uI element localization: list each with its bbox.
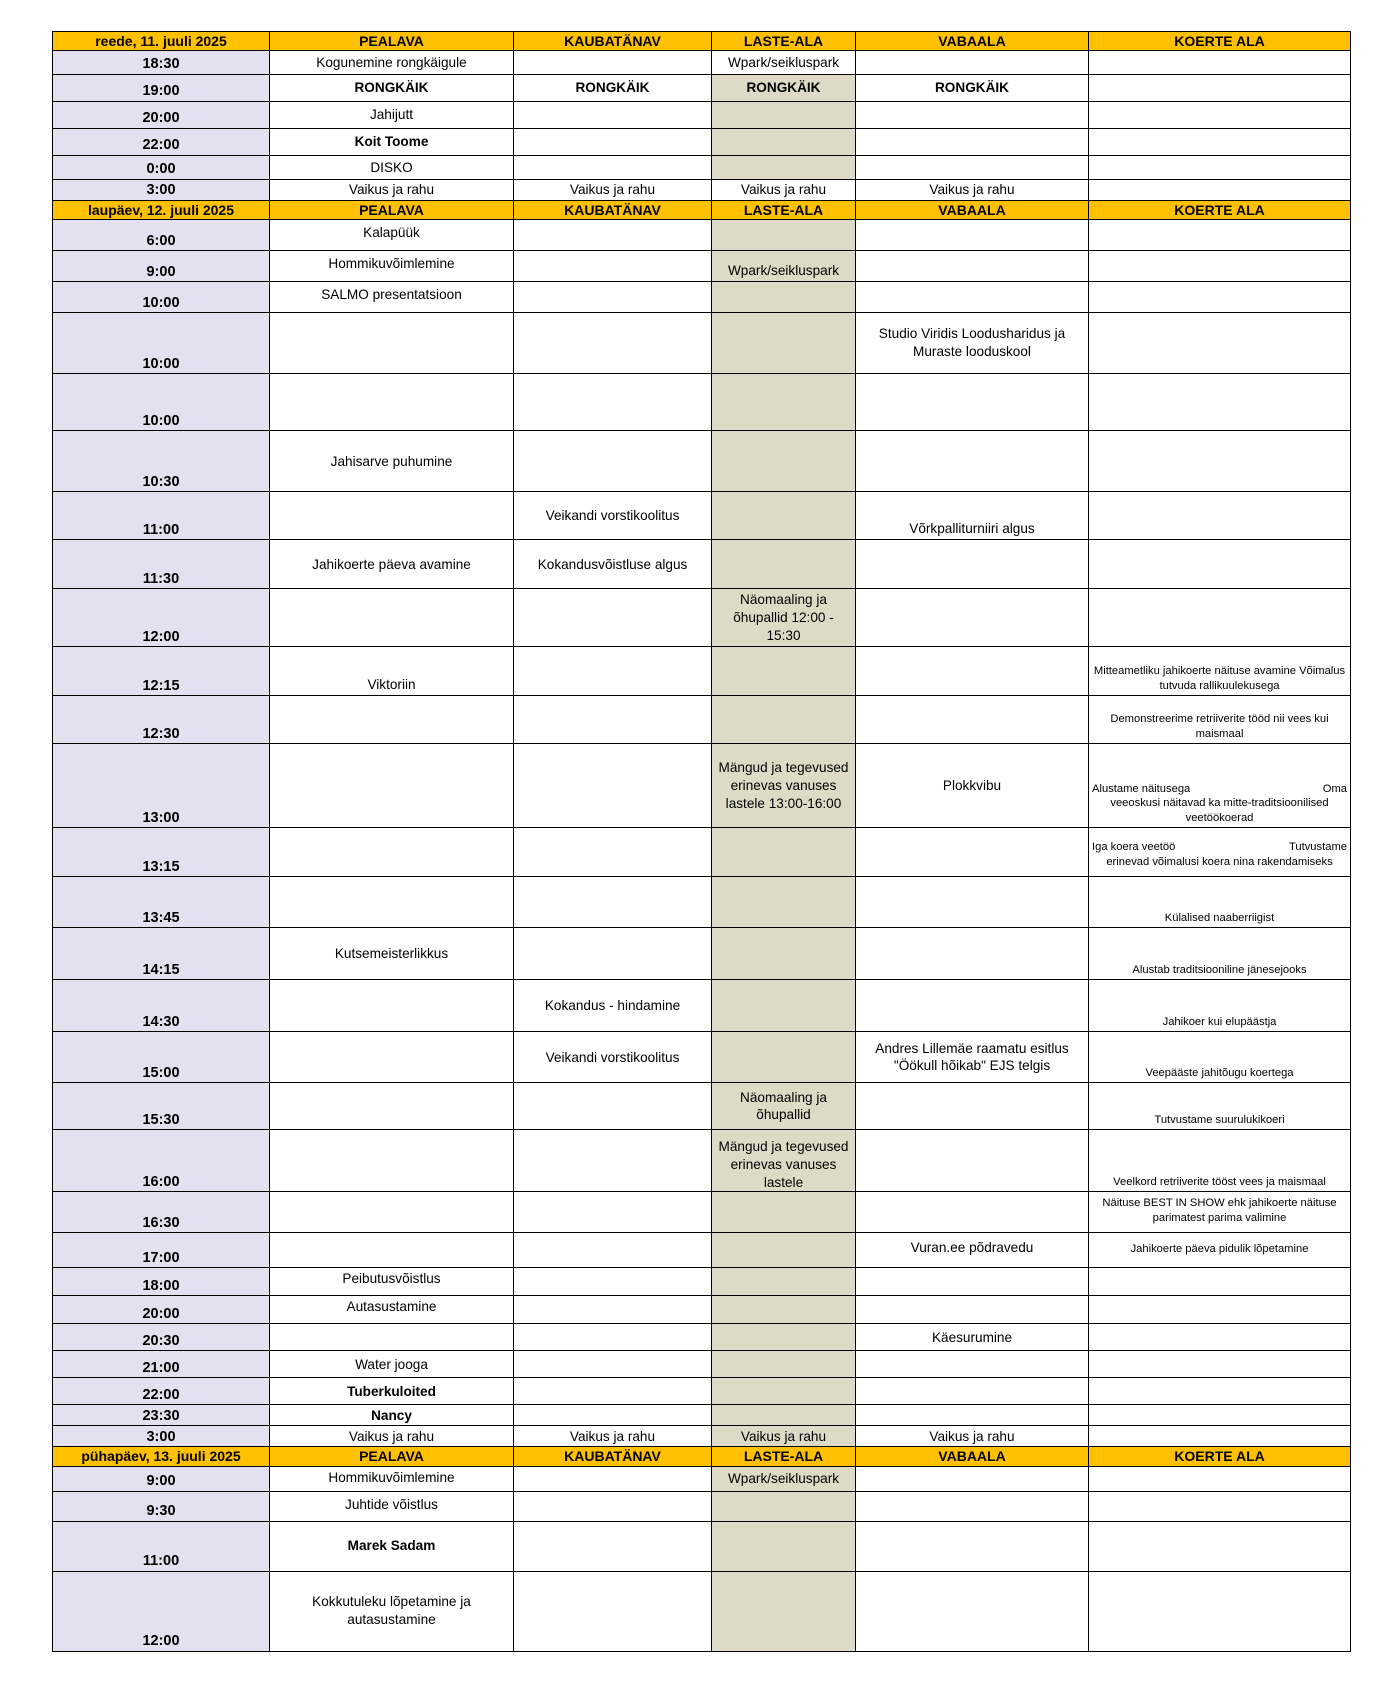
laste-ala-cell	[712, 1491, 856, 1521]
table-row	[53, 1324, 1351, 1351]
pealava-cell: Juhtide võistlus	[270, 1491, 514, 1521]
pealava-cell: Kalapüük	[270, 220, 514, 251]
kaubatanav-cell	[514, 1521, 712, 1571]
kaubatanav-cell	[514, 1571, 712, 1651]
col-header-vabaala: VABAALA	[856, 1447, 1089, 1466]
pealava-cell: Jahisarve puhumine	[270, 431, 514, 492]
table-row	[53, 156, 1351, 180]
table-row	[53, 431, 1351, 492]
vabaala-cell	[856, 696, 1089, 744]
table-row	[53, 1233, 1351, 1268]
table-row	[53, 313, 1351, 374]
koerte-ala-cell	[1089, 156, 1351, 180]
pealava-cell: Marek Sadam	[270, 1521, 514, 1571]
laste-ala-cell	[712, 374, 856, 431]
koerte-ala-cell	[1089, 744, 1351, 828]
kaubatanav-cell	[514, 1233, 712, 1268]
kaubatanav-cell	[514, 156, 712, 180]
table-row	[53, 51, 1351, 75]
koerte-ala-cell	[1089, 1378, 1351, 1405]
vabaala-cell	[856, 129, 1089, 156]
pealava-cell: RONGKÄIK	[270, 75, 514, 102]
vabaala-cell	[856, 102, 1089, 129]
kaubatanav-cell	[514, 129, 712, 156]
laste-ala-cell	[712, 1351, 856, 1378]
day-header-sunday	[53, 1447, 1351, 1466]
kaubatanav-cell	[514, 251, 712, 282]
time-cell: 20:00	[53, 102, 270, 129]
table-row	[53, 589, 1351, 647]
table-row	[53, 102, 1351, 129]
pealava-cell: Nancy	[270, 1405, 514, 1426]
koerte-ala-cell: Jahikoer kui elupäästja	[1089, 980, 1351, 1032]
pealava-cell: Koit Toome	[270, 129, 514, 156]
laste-ala-cell	[712, 980, 856, 1032]
table-row	[53, 1268, 1351, 1296]
time-cell: 10:30	[53, 431, 270, 492]
time-cell: 17:00	[53, 1233, 270, 1268]
laste-ala-cell	[712, 102, 856, 129]
col-header-vabaala: VABAALA	[856, 32, 1089, 51]
pealava-cell	[270, 828, 514, 877]
table-row	[53, 75, 1351, 102]
koerte-ala-cell	[1089, 313, 1351, 374]
vabaala-cell	[856, 220, 1089, 251]
koerte-text: Oma	[1322, 782, 1347, 795]
table-row	[53, 129, 1351, 156]
kaubatanav-cell	[514, 1324, 712, 1351]
vabaala-cell	[856, 1571, 1089, 1651]
koerte-ala-cell: Külalised naaberriigist	[1089, 877, 1351, 928]
laste-ala-cell: Wpark/seikluspark	[712, 51, 856, 75]
kaubatanav-cell	[514, 374, 712, 431]
time-cell: 12:30	[53, 696, 270, 744]
day-label: laupäev, 12. juuli 2025	[53, 201, 270, 220]
vabaala-cell: Võrkpalliturniiri algus	[856, 492, 1089, 540]
table-row	[53, 251, 1351, 282]
koerte-text: Tutvustame	[1288, 841, 1347, 854]
table-row	[53, 1405, 1351, 1426]
koerte-ala-cell	[1089, 1426, 1351, 1447]
kaubatanav-cell	[514, 877, 712, 928]
table-row	[53, 492, 1351, 540]
time-cell: 15:30	[53, 1083, 270, 1130]
time-cell: 12:00	[53, 589, 270, 647]
koerte-ala-cell	[1089, 1324, 1351, 1351]
pealava-cell	[270, 589, 514, 647]
koerte-ala-cell	[1089, 828, 1351, 877]
table-row	[53, 1491, 1351, 1521]
vabaala-cell	[856, 928, 1089, 980]
time-cell: 11:00	[53, 1521, 270, 1571]
laste-ala-cell	[712, 492, 856, 540]
koerte-ala-cell	[1089, 1521, 1351, 1571]
pealava-cell: Kokkutuleku lõpetamine ja autasustamine	[270, 1571, 514, 1651]
table-row	[53, 540, 1351, 589]
table-row	[53, 374, 1351, 431]
kaubatanav-cell	[514, 1268, 712, 1296]
pealava-cell: Jahikoerte päeva avamine	[270, 540, 514, 589]
table-row	[53, 1083, 1351, 1130]
time-cell: 0:00	[53, 156, 270, 180]
vabaala-cell: Plokkvibu	[856, 744, 1089, 828]
koerte-ala-cell	[1089, 431, 1351, 492]
vabaala-cell: RONGKÄIK	[856, 75, 1089, 102]
time-cell: 14:30	[53, 980, 270, 1032]
pealava-cell: DISKO	[270, 156, 514, 180]
kaubatanav-cell: RONGKÄIK	[514, 75, 712, 102]
col-header-kaubatanav: KAUBATÄNAV	[514, 201, 712, 220]
time-cell: 9:00	[53, 251, 270, 282]
koerte-ala-cell	[1089, 1296, 1351, 1324]
pealava-cell: Vaikus ja rahu	[270, 1426, 514, 1447]
time-cell: 11:00	[53, 492, 270, 540]
col-header-laste-ala: LASTE-ALA	[712, 32, 856, 51]
kaubatanav-cell	[514, 1083, 712, 1130]
table-row	[53, 282, 1351, 313]
pealava-cell	[270, 980, 514, 1032]
kaubatanav-cell	[514, 51, 712, 75]
pealava-cell: Autasustamine	[270, 1296, 514, 1324]
table-row	[53, 1351, 1351, 1378]
koerte-ala-cell	[1089, 1491, 1351, 1521]
vabaala-cell: Vuran.ee põdravedu	[856, 1233, 1089, 1268]
koerte-ala-cell	[1089, 492, 1351, 540]
vabaala-cell	[856, 431, 1089, 492]
pealava-cell: Kutsemeisterlikkus	[270, 928, 514, 980]
laste-ala-cell: Mängud ja tegevused erinevas vanuses lastele 13:00-16:00	[712, 744, 856, 828]
table-row	[53, 1296, 1351, 1324]
vabaala-cell	[856, 1521, 1089, 1571]
laste-ala-cell	[712, 156, 856, 180]
vabaala-cell	[856, 647, 1089, 696]
vabaala-cell	[856, 589, 1089, 647]
pealava-cell: Viktoriin	[270, 647, 514, 696]
time-cell: 18:30	[53, 51, 270, 75]
laste-ala-cell: Vaikus ja rahu	[712, 1426, 856, 1447]
laste-ala-cell	[712, 877, 856, 928]
kaubatanav-cell	[514, 647, 712, 696]
koerte-ala-cell: Mitteametliku jahikoerte näituse avamine Võimalus tutvuda rallikuulekusega	[1089, 647, 1351, 696]
time-cell: 3:00	[53, 180, 270, 201]
laste-ala-cell	[712, 1296, 856, 1324]
kaubatanav-cell: Veikandi vorstikoolitus	[514, 492, 712, 540]
laste-ala-cell	[712, 1571, 856, 1651]
pealava-cell	[270, 1233, 514, 1268]
kaubatanav-cell	[514, 1405, 712, 1426]
table-row	[53, 696, 1351, 744]
koerte-text: veeoskusi näitavad ka mitte-traditsioonilised veetöökoerad	[1110, 797, 1329, 824]
laste-ala-cell: Näomaaling ja õhupallid	[712, 1083, 856, 1130]
vabaala-cell: Vaikus ja rahu	[856, 1426, 1089, 1447]
kaubatanav-cell	[514, 1192, 712, 1233]
table-row	[53, 928, 1351, 980]
koerte-ala-cell	[1089, 75, 1351, 102]
time-cell: 11:30	[53, 540, 270, 589]
kaubatanav-cell	[514, 1378, 712, 1405]
kaubatanav-cell: Veikandi vorstikoolitus	[514, 1032, 712, 1083]
col-header-vabaala: VABAALA	[856, 201, 1089, 220]
time-cell: 10:00	[53, 313, 270, 374]
day-header-friday	[53, 32, 1351, 51]
koerte-text: Alustame näitusega	[1092, 782, 1191, 795]
pealava-cell	[270, 374, 514, 431]
laste-ala-cell	[712, 928, 856, 980]
vabaala-cell	[856, 156, 1089, 180]
col-header-laste-ala: LASTE-ALA	[712, 201, 856, 220]
pealava-cell: SALMO presentatsioon	[270, 282, 514, 313]
vabaala-cell	[856, 1491, 1089, 1521]
laste-ala-cell	[712, 828, 856, 877]
koerte-ala-cell: Veepääste jahitõugu koertega	[1089, 1032, 1351, 1083]
vabaala-cell	[856, 540, 1089, 589]
koerte-text: Iga koera veetöö	[1092, 841, 1176, 854]
koerte-ala-cell: Tutvustame suurulukikoeri	[1089, 1083, 1351, 1130]
pealava-cell: Tuberkuloited	[270, 1378, 514, 1405]
kaubatanav-cell	[514, 220, 712, 251]
pealava-cell: Vaikus ja rahu	[270, 180, 514, 201]
table-row	[53, 1426, 1351, 1447]
kaubatanav-cell	[514, 696, 712, 744]
vabaala-cell	[856, 1130, 1089, 1192]
kaubatanav-cell	[514, 1130, 712, 1192]
pealava-cell: Hommikuvõimlemine	[270, 251, 514, 282]
kaubatanav-cell	[514, 313, 712, 374]
time-cell: 3:00	[53, 1426, 270, 1447]
pealava-cell: Jahijutt	[270, 102, 514, 129]
pealava-cell: Water jooga	[270, 1351, 514, 1378]
col-header-pealava: PEALAVA	[270, 1447, 514, 1466]
vabaala-cell: Käesurumine	[856, 1324, 1089, 1351]
laste-ala-cell: Wpark/seikluspark	[712, 1466, 856, 1491]
pealava-cell: Kogunemine rongkäigule	[270, 51, 514, 75]
kaubatanav-cell: Kokandus - hindamine	[514, 980, 712, 1032]
pealava-cell	[270, 1130, 514, 1192]
table-row	[53, 1130, 1351, 1192]
koerte-ala-cell	[1089, 1405, 1351, 1426]
koerte-ala-cell: Näituse BEST IN SHOW ehk jahikoerte näituse parimatest parima valimine	[1089, 1192, 1351, 1233]
table-row	[53, 220, 1351, 251]
time-cell: 23:30	[53, 1405, 270, 1426]
col-header-kaubatanav: KAUBATÄNAV	[514, 32, 712, 51]
col-header-laste-ala: LASTE-ALA	[712, 1447, 856, 1466]
koerte-line	[1092, 840, 1347, 855]
koerte-ala-cell	[1089, 102, 1351, 129]
laste-ala-cell: Wpark/seikluspark	[712, 251, 856, 282]
time-cell: 13:00	[53, 744, 270, 828]
vabaala-cell	[856, 980, 1089, 1032]
table-row	[53, 647, 1351, 696]
table-row	[53, 1192, 1351, 1233]
laste-ala-cell	[712, 647, 856, 696]
koerte-ala-cell	[1089, 1268, 1351, 1296]
pealava-cell	[270, 1032, 514, 1083]
col-header-koerte-ala: KOERTE ALA	[1089, 201, 1351, 220]
day-header-saturday	[53, 201, 1351, 220]
vabaala-cell: Studio Viridis Loodusharidus ja Muraste looduskool	[856, 313, 1089, 374]
koerte-ala-cell	[1089, 540, 1351, 589]
koerte-ala-cell	[1089, 220, 1351, 251]
pealava-cell	[270, 492, 514, 540]
vabaala-cell	[856, 1466, 1089, 1491]
koerte-ala-cell: Demonstreerime retriiverite tööd nii vees kui maismaal	[1089, 696, 1351, 744]
time-cell: 20:30	[53, 1324, 270, 1351]
time-cell: 15:00	[53, 1032, 270, 1083]
vabaala-cell	[856, 1351, 1089, 1378]
kaubatanav-cell	[514, 1296, 712, 1324]
col-header-koerte-ala: KOERTE ALA	[1089, 32, 1351, 51]
kaubatanav-cell	[514, 1466, 712, 1491]
table-row	[53, 1466, 1351, 1491]
pealava-cell	[270, 313, 514, 374]
time-cell: 9:00	[53, 1466, 270, 1491]
koerte-ala-cell: Alustab traditsiooniline jänesejooks	[1089, 928, 1351, 980]
pealava-cell	[270, 1083, 514, 1130]
day-label: pühapäev, 13. juuli 2025	[53, 1447, 270, 1466]
laste-ala-cell	[712, 540, 856, 589]
kaubatanav-cell	[514, 928, 712, 980]
vabaala-cell	[856, 1378, 1089, 1405]
vabaala-cell	[856, 1192, 1089, 1233]
laste-ala-cell	[712, 1032, 856, 1083]
vabaala-cell	[856, 251, 1089, 282]
time-cell: 22:00	[53, 1378, 270, 1405]
festival-schedule-table	[52, 31, 1351, 1652]
pealava-cell	[270, 696, 514, 744]
koerte-ala-cell: Jahikoerte päeva pidulik lõpetamine	[1089, 1233, 1351, 1268]
kaubatanav-cell: Vaikus ja rahu	[514, 180, 712, 201]
time-cell: 9:30	[53, 1491, 270, 1521]
table-row	[53, 828, 1351, 877]
time-cell: 13:15	[53, 828, 270, 877]
laste-ala-cell	[712, 696, 856, 744]
vabaala-cell	[856, 1296, 1089, 1324]
laste-ala-cell	[712, 1192, 856, 1233]
time-cell: 13:45	[53, 877, 270, 928]
col-header-koerte-ala: KOERTE ALA	[1089, 1447, 1351, 1466]
kaubatanav-cell	[514, 1351, 712, 1378]
kaubatanav-cell	[514, 589, 712, 647]
koerte-ala-cell: Veelkord retriiverite tööst vees ja maismaal	[1089, 1130, 1351, 1192]
laste-ala-cell	[712, 1233, 856, 1268]
pealava-cell: Hommikuvõimlemine	[270, 1466, 514, 1491]
laste-ala-cell	[712, 1405, 856, 1426]
vabaala-cell	[856, 51, 1089, 75]
table-row	[53, 1521, 1351, 1571]
time-cell: 21:00	[53, 1351, 270, 1378]
pealava-cell	[270, 744, 514, 828]
table-row	[53, 1032, 1351, 1083]
koerte-ala-cell	[1089, 1466, 1351, 1491]
koerte-line	[1092, 782, 1347, 797]
time-cell: 16:00	[53, 1130, 270, 1192]
laste-ala-cell	[712, 1521, 856, 1571]
col-header-pealava: PEALAVA	[270, 32, 514, 51]
time-cell: 18:00	[53, 1268, 270, 1296]
laste-ala-cell: Vaikus ja rahu	[712, 180, 856, 201]
pealava-cell	[270, 877, 514, 928]
vabaala-cell	[856, 1268, 1089, 1296]
laste-ala-cell	[712, 1378, 856, 1405]
time-cell: 16:30	[53, 1192, 270, 1233]
koerte-ala-cell	[1089, 1571, 1351, 1651]
col-header-kaubatanav: KAUBATÄNAV	[514, 1447, 712, 1466]
laste-ala-cell: Näomaaling ja õhupallid 12:00 - 15:30	[712, 589, 856, 647]
kaubatanav-cell: Vaikus ja rahu	[514, 1426, 712, 1447]
time-cell: 20:00	[53, 1296, 270, 1324]
koerte-ala-cell	[1089, 374, 1351, 431]
koerte-ala-cell	[1089, 589, 1351, 647]
table-row	[53, 1378, 1351, 1405]
laste-ala-cell	[712, 129, 856, 156]
vabaala-cell	[856, 1405, 1089, 1426]
time-cell: 10:00	[53, 374, 270, 431]
pealava-cell: Peibutusvõistlus	[270, 1268, 514, 1296]
kaubatanav-cell	[514, 1491, 712, 1521]
koerte-ala-cell	[1089, 51, 1351, 75]
kaubatanav-cell	[514, 102, 712, 129]
table-row	[53, 180, 1351, 201]
kaubatanav-cell	[514, 744, 712, 828]
laste-ala-cell	[712, 220, 856, 251]
vabaala-cell: Vaikus ja rahu	[856, 180, 1089, 201]
kaubatanav-cell	[514, 282, 712, 313]
pealava-cell	[270, 1324, 514, 1351]
table-row	[53, 744, 1351, 828]
col-header-pealava: PEALAVA	[270, 201, 514, 220]
time-cell: 6:00	[53, 220, 270, 251]
vabaala-cell	[856, 1083, 1089, 1130]
table-row	[53, 877, 1351, 928]
table-row	[53, 980, 1351, 1032]
kaubatanav-cell	[514, 828, 712, 877]
koerte-ala-cell	[1089, 282, 1351, 313]
time-cell: 19:00	[53, 75, 270, 102]
time-cell: 12:15	[53, 647, 270, 696]
time-cell: 14:15	[53, 928, 270, 980]
koerte-ala-cell	[1089, 129, 1351, 156]
koerte-ala-cell	[1089, 1351, 1351, 1378]
koerte-ala-cell	[1089, 251, 1351, 282]
laste-ala-cell	[712, 282, 856, 313]
koerte-ala-cell	[1089, 180, 1351, 201]
laste-ala-cell: Mängud ja tegevused erinevas vanuses lastele	[712, 1130, 856, 1192]
laste-ala-cell	[712, 313, 856, 374]
laste-ala-cell	[712, 1268, 856, 1296]
table-row	[53, 1571, 1351, 1651]
laste-ala-cell: RONGKÄIK	[712, 75, 856, 102]
vabaala-cell	[856, 282, 1089, 313]
laste-ala-cell	[712, 431, 856, 492]
vabaala-cell	[856, 828, 1089, 877]
laste-ala-cell	[712, 1324, 856, 1351]
kaubatanav-cell	[514, 431, 712, 492]
day-label: reede, 11. juuli 2025	[53, 32, 270, 51]
time-cell: 12:00	[53, 1571, 270, 1651]
koerte-text: erinevad võimalusi koera nina rakendamiseks	[1106, 855, 1333, 868]
vabaala-cell	[856, 877, 1089, 928]
pealava-cell	[270, 1192, 514, 1233]
kaubatanav-cell: Kokandusvõistluse algus	[514, 540, 712, 589]
time-cell: 10:00	[53, 282, 270, 313]
vabaala-cell: Andres Lillemäe raamatu esitlus "Öökull hõikab" EJS telgis	[856, 1032, 1089, 1083]
vabaala-cell	[856, 374, 1089, 431]
time-cell: 22:00	[53, 129, 270, 156]
